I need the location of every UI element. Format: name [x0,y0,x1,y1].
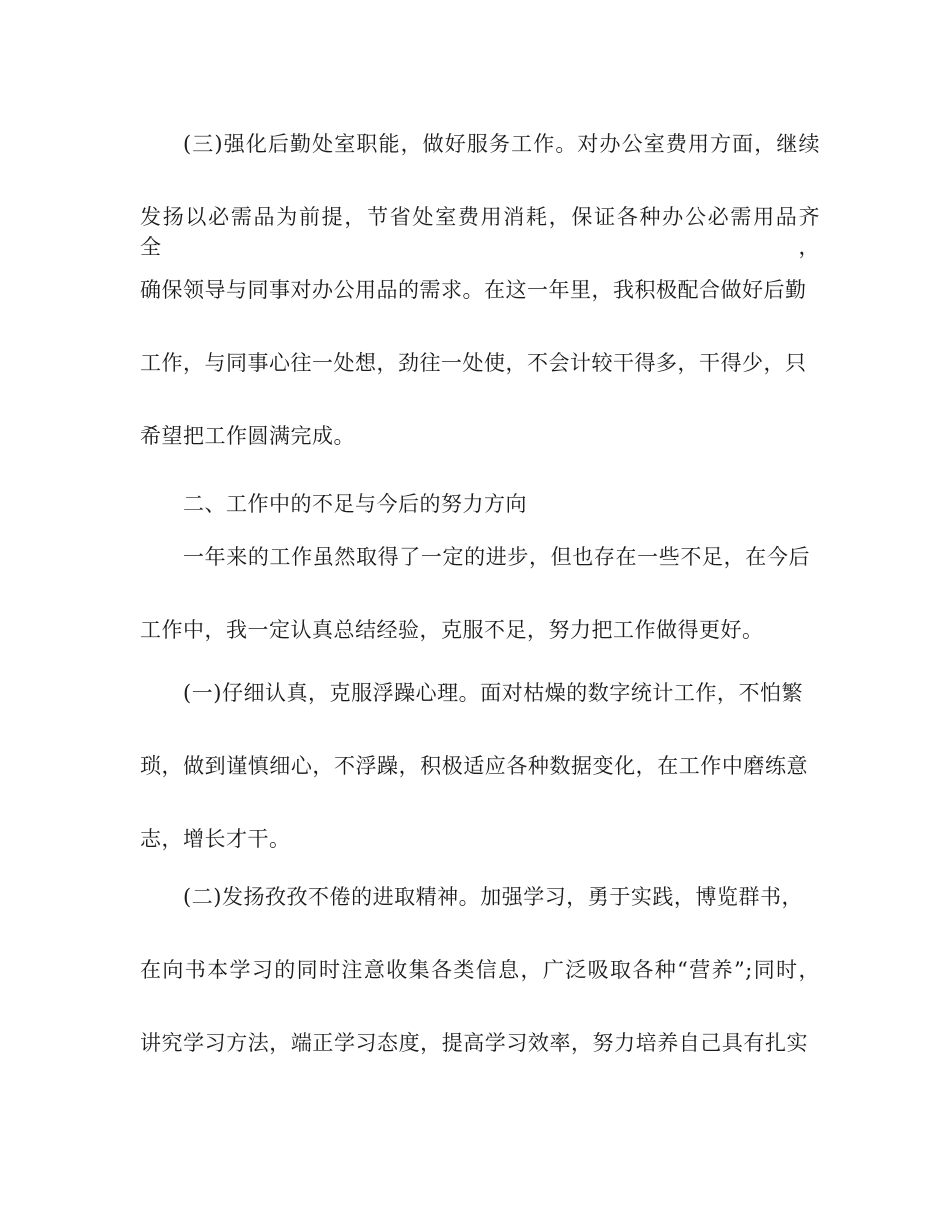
paragraph-3-line-4: 工作，与同事心往一处想，劲往一处使，不会计较干得多，干得少，只 [140,351,807,375]
paragraph-1-line-2: 琐，做到谨慎细心，不浮躁，积极适应各种数据变化，在工作中磨练意 [140,754,808,778]
paragraph-intro-line-2: 工作中，我一定认真总结经验，克服不足，努力把工作做得更好。 [140,618,764,642]
paragraph-intro-line-1: 一年来的工作虽然取得了一定的进步，但也存在一些不足，在今后 [183,545,810,569]
paragraph-1-line-3: 志，增长才干。 [140,827,291,851]
paragraph-3-line-2: 发扬以必需品为前提，节省处室费用消耗，保证各种办公必需用品齐全， [140,205,820,259]
paragraph-2-line-3: 讲究学习方法，端正学习态度，提高学习效率，努力培养自己具有扎实 [140,1031,808,1055]
paragraph-3-line-3: 确保领导与同事对办公用品的需求。在这一年里，我积极配合做好后勤 [140,278,807,302]
section-heading: 二、工作中的不足与今后的努力方向 [183,492,527,516]
paragraph-3-line-1: (三)强化后勤处室职能，做好服务工作。对办公室费用方面，继续 [183,132,820,156]
paragraph-3-line-5: 希望把工作圆满完成。 [140,424,355,448]
paragraph-1-line-1: (一)仔细认真，克服浮躁心理。面对枯燥的数字统计工作，不怕繁 [183,681,803,705]
paragraph-2-line-2: 在向书本学习的同时注意收集各类信息，广泛吸取各种“营养”;同时， [140,958,820,982]
paragraph-2-line-1: (二)发扬孜孜不倦的进取精神。加强学习，勇于实践，博览群书， [183,885,803,909]
